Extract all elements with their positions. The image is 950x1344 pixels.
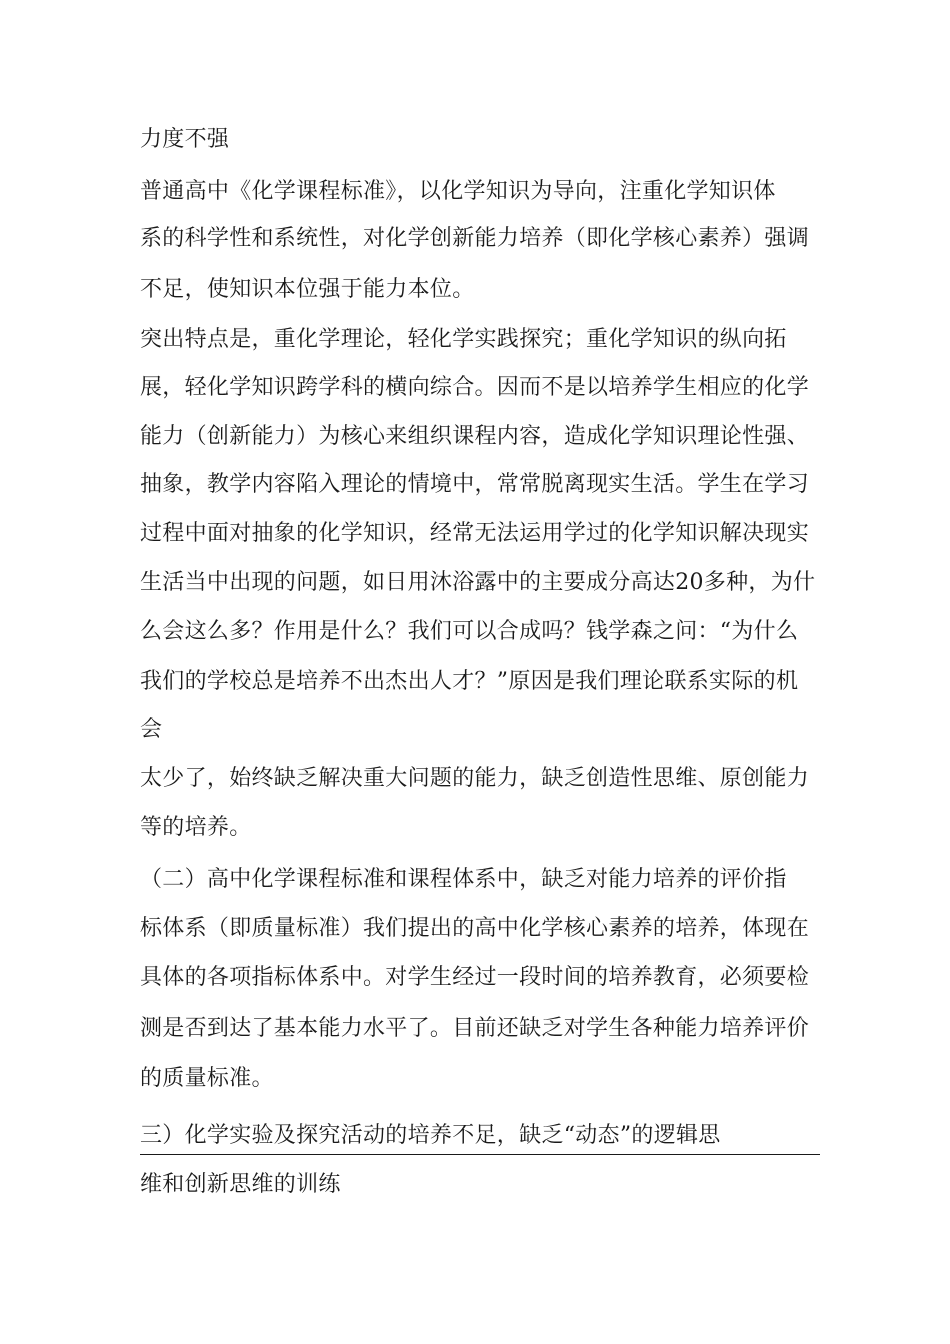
text-line: 过程中面对抽象的化学知识，经常无法运用学过的化学知识解决现实 [140, 521, 810, 546]
text-line: 太少了，始终缺乏解决重大问题的能力，缺乏创造性思维、原创能力 [140, 766, 810, 791]
text-line: 会 [140, 717, 163, 742]
text-line: 具体的各项指标体系中。对学生经过一段时间的培养教育，必须要检 [140, 965, 810, 990]
text-line: 维和创新思维的训练 [140, 1172, 341, 1197]
text-line: 能力（创新能力）为核心来组织课程内容，造成化学知识理论性强、 [140, 424, 810, 449]
text-line: 抽象，教学内容陷入理论的情境中，常常脱离现实生活。学生在学习 [140, 472, 810, 497]
text-line: 不足，使知识本位强于能力本位。 [140, 277, 475, 302]
text-line: 系的科学性和系统性，对化学创新能力培养（即化学核心素养）强调 [140, 226, 810, 251]
text-line: （二）高中化学课程标准和课程体系中，缺乏对能力培养的评价指 [140, 867, 787, 892]
text-line: 普通高中《化学课程标准》，以化学知识为导向，注重化学知识体 [140, 179, 776, 204]
text-line: 力度不强 [140, 127, 230, 152]
text-line: 的质量标准。 [140, 1066, 274, 1091]
text-line: 测是否到达了基本能力水平了。目前还缺乏对学生各种能力培养评价 [140, 1016, 810, 1041]
text-line: 标体系（即质量标准）我们提出的高中化学核心素养的培养，体现在 [140, 916, 810, 941]
text-line: 等的培养。 [140, 815, 252, 840]
heading-underline [140, 1154, 820, 1155]
text-line: 我们的学校总是培养不出杰出人才？”原因是我们理论联系实际的机 [140, 669, 799, 694]
text-line: 生活当中出现的问题，如日用沐浴露中的主要成分高达20多种，为什 [140, 570, 816, 595]
text-line: 么会这么多？作用是什么？我们可以合成吗？钱学森之问：“为什么 [140, 619, 799, 644]
text-line: 突出特点是，重化学理论，轻化学实践探究；重化学知识的纵向拓 [140, 327, 787, 352]
section-heading-line: 三）化学实验及探究活动的培养不足，缺乏“动态”的逻辑思 [140, 1123, 721, 1148]
text-line: 展，轻化学知识跨学科的横向综合。因而不是以培养学生相应的化学 [140, 375, 810, 400]
